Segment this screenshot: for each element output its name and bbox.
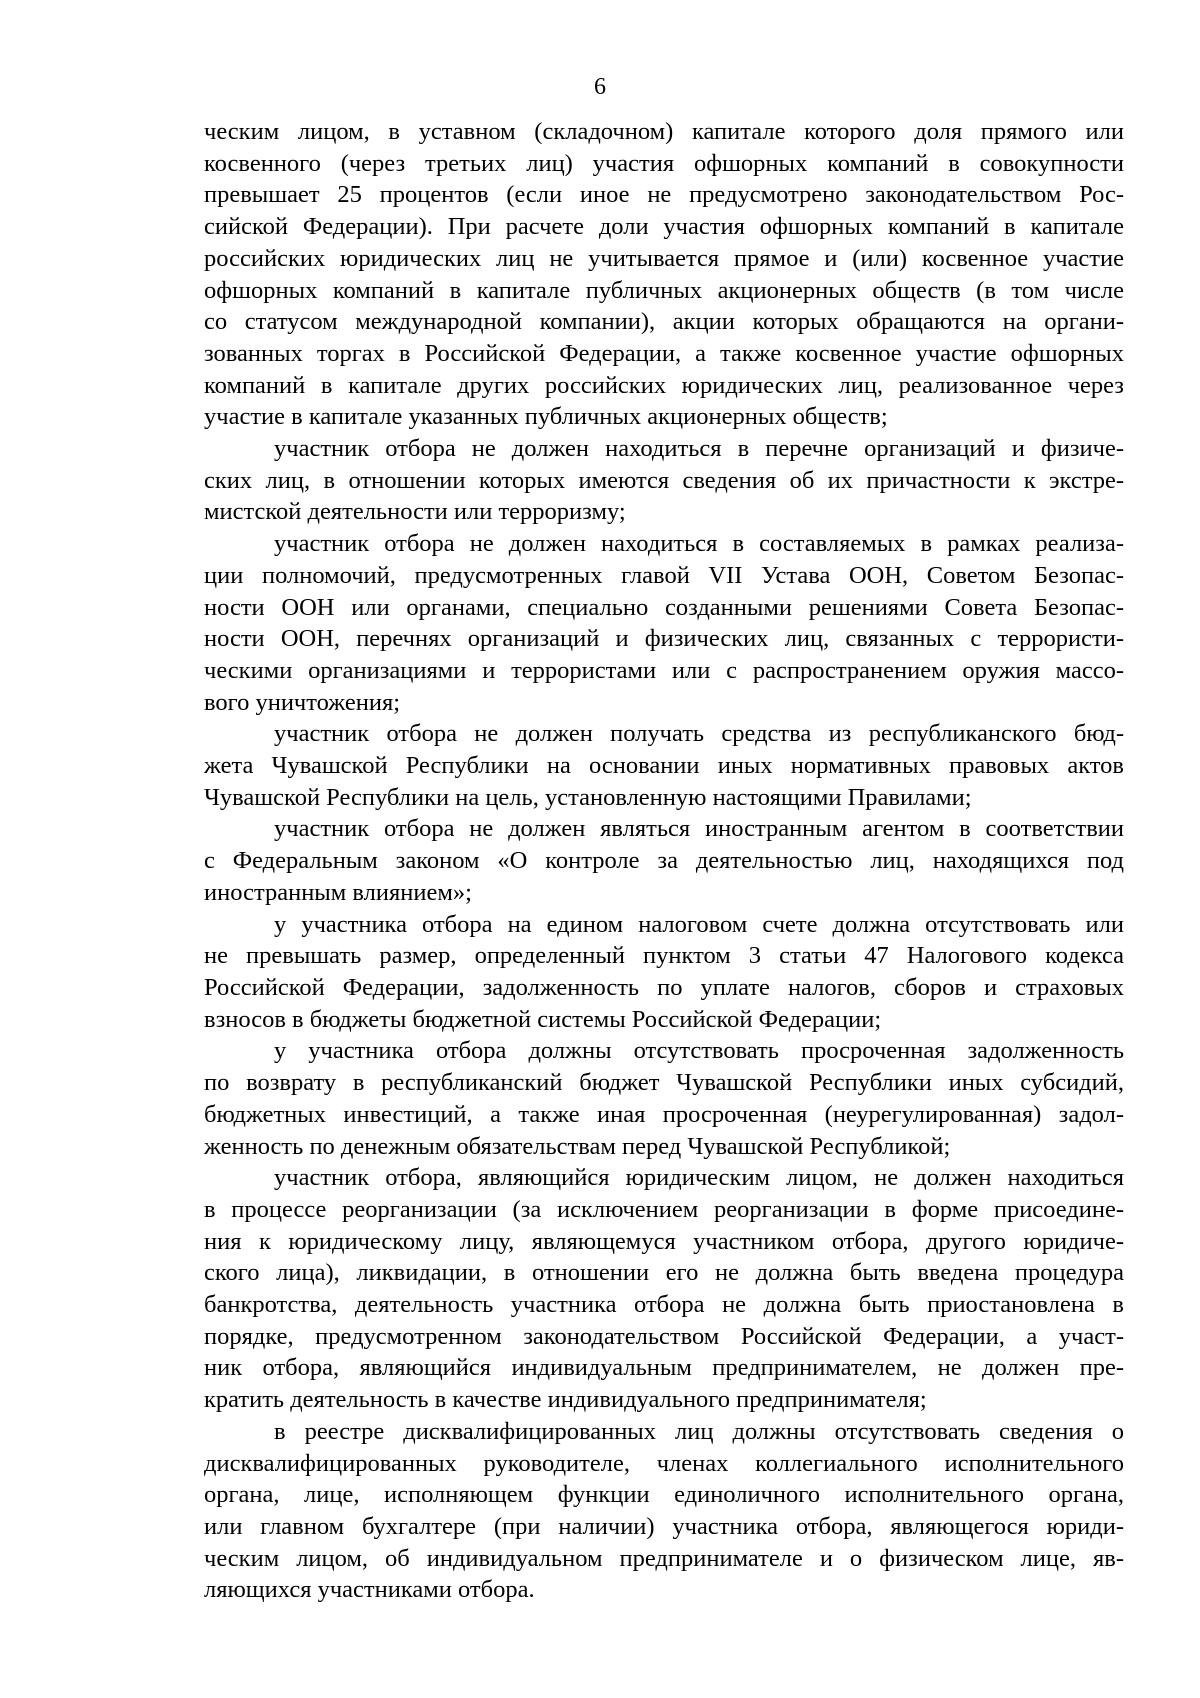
text-line: банкротства, деятельность участника отбора не должна быть приостановлена в: [204, 1291, 1124, 1319]
text-line: ческим лицом, об индивидуальном предпринимателе и о физическом лице, яв-: [204, 1544, 1124, 1572]
text-line: не превышать размер, определенный пунктом 3 статьи 47 Налогового кодекса: [204, 942, 1124, 970]
text-line: ляющихся участниками отбора.: [204, 1576, 535, 1604]
text-line: жета Чувашской Республики на основании иных нормативных правовых актов: [204, 752, 1124, 780]
document-body: [204, 116, 1124, 1606]
text-line: в реестре дисквалифицированных лиц должны отсутствовать сведения о: [274, 1417, 1124, 1445]
text-line: с Федеральным законом «О контроле за деятельностью лиц, находящихся под: [204, 847, 1124, 875]
text-line: ческим лицом, в уставном (складочном) капитале которого доля прямого или: [204, 118, 1124, 145]
text-line: ности ООН или органами, специально созданными решениями Совета Безопас-: [204, 593, 1124, 621]
text-line: ческими организациями и террористами или с распространением оружия массо-: [204, 656, 1124, 684]
text-line: Российской Федерации, задолженность по уплате налогов, сборов и страховых: [204, 973, 1124, 1001]
text-line: участник отбора не должен находиться в составляемых в рамках реализа-: [274, 530, 1124, 558]
text-line: ности ООН, перечнях организаций и физических лиц, связанных с террористи-: [204, 625, 1124, 653]
text-line: вого уничтожения;: [204, 688, 401, 716]
text-line: взносов в бюджеты бюджетной системы Российской Федерации;: [204, 1005, 882, 1033]
text-line: дисквалифицированных руководителе, членах коллегиального исполнительного: [204, 1449, 1124, 1477]
text-line: женность по денежным обязательствам перед Чувашской Республикой;: [204, 1132, 951, 1160]
text-line: мистской деятельности или терроризму;: [204, 498, 626, 526]
text-line: Чувашской Республики на цель, установленную настоящими Правилами;: [204, 783, 972, 811]
text-line: превышает 25 процентов (если иное не предусмотрено законодательством Рос-: [204, 181, 1124, 209]
text-line: бюджетных инвестиций, а также иная просроченная (неурегулированная) задол-: [204, 1100, 1124, 1128]
text-line: участник отбора, являющийся юридическим лицом, не должен находиться: [274, 1164, 1124, 1192]
text-line: сийской Федерации). При расчете доли участия офшорных компаний в капитале: [204, 213, 1124, 241]
text-line: ник отбора, являющийся индивидуальным предпринимателем, не должен пре-: [204, 1354, 1124, 1382]
text-line: в процессе реорганизации (за исключением реорганизации в форме присоедине-: [204, 1195, 1124, 1223]
text-line: ния к юридическому лицу, являющемуся участником отбора, другого юридиче-: [204, 1227, 1124, 1255]
text-line: порядке, предусмотренном законодательством Российской Федерации, а участ-: [204, 1322, 1124, 1350]
text-line: ции полномочий, предусмотренных главой VII Устава ООН, Советом Безопас-: [204, 561, 1124, 589]
text-line: участник отбора не должен получать средства из республиканского бюд-: [274, 720, 1124, 748]
text-line: зованных торгах в Российской Федерации, а также косвенное участие офшорных: [204, 339, 1124, 367]
text-line: органа, лице, исполняющем функции единоличного исполнительного органа,: [204, 1481, 1124, 1509]
text-line: участник отбора не должен находиться в перечне организаций и физиче-: [274, 435, 1124, 463]
text-line: участник отбора не должен являться иностранным агентом в соответствии: [274, 815, 1124, 843]
text-line: компаний в капитале других российских юридических лиц, реализованное через: [204, 371, 1124, 399]
text-line: офшорных компаний в капитале публичных акционерных обществ (в том числе: [204, 276, 1124, 304]
text-line: ских лиц, в отношении которых имеются сведения об их причастности к экстре-: [204, 466, 1124, 494]
text-line: участие в капитале указанных публичных акционерных обществ;: [204, 403, 888, 431]
text-line: ского лица), ликвидации, в отношении его не должна быть введена процедура: [204, 1259, 1124, 1287]
text-line: у участника отбора должны отсутствовать просроченная задолженность: [274, 1037, 1124, 1065]
page-number: 6: [594, 74, 606, 100]
text-line: российских юридических лиц не учитывается прямое и (или) косвенное участие: [204, 244, 1124, 272]
text-line: иностранным влиянием»;: [204, 878, 472, 906]
text-line: или главном бухгалтере (при наличии) участника отбора, являющегося юриди-: [204, 1512, 1124, 1540]
text-line: косвенного (через третьих лиц) участия офшорных компаний в совокупности: [204, 149, 1124, 177]
text-line: у участника отбора на едином налоговом счете должна отсутствовать или: [274, 910, 1124, 938]
text-line: по возврату в республиканский бюджет Чувашской Республики иных субсидий,: [204, 1069, 1124, 1097]
text-line: со статусом международной компании), акции которых обращаются на органи-: [204, 308, 1124, 336]
text-line: кратить деятельность в качестве индивидуального предпринимателя;: [204, 1386, 927, 1414]
